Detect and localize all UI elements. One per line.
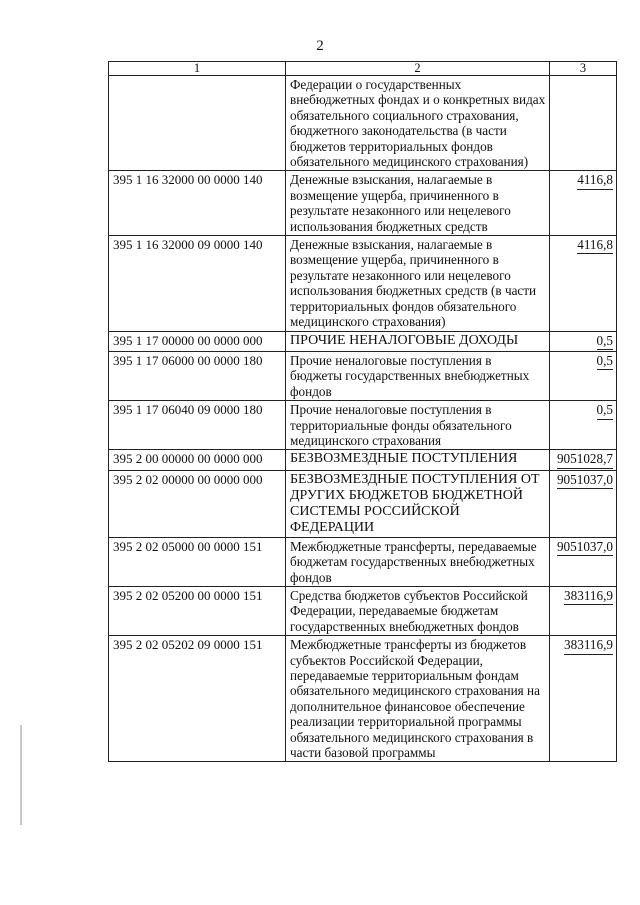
table-row xyxy=(109,470,617,537)
table-row xyxy=(109,586,617,635)
amount-value: 9051037,0 xyxy=(557,472,613,489)
amount-value: 0,5 xyxy=(597,333,613,350)
table-row xyxy=(109,450,617,470)
table-row xyxy=(109,351,617,400)
table-row xyxy=(109,331,617,351)
amount-cell xyxy=(550,76,617,171)
amount-cell xyxy=(550,171,617,236)
budget-code-cell xyxy=(109,76,286,171)
amount-value: 9051028,7 xyxy=(557,451,613,468)
budget-code-cell: 395 1 17 06000 00 0000 180 xyxy=(109,351,286,400)
amount-cell xyxy=(550,236,617,331)
revenue-name-cell: Прочие неналоговые поступления в территориальные фонды обязательного медицинского страхования xyxy=(286,401,550,450)
amount-cell xyxy=(550,331,617,351)
amount-value: 4116,8 xyxy=(577,172,613,189)
column-header-1: 1 xyxy=(109,62,286,76)
column-header-3: 3 xyxy=(550,62,617,76)
page-number: 2 xyxy=(316,38,324,54)
budget-code-cell: 395 1 17 06040 09 0000 180 xyxy=(109,401,286,450)
amount-cell xyxy=(550,470,617,537)
table-header-row xyxy=(109,62,617,76)
budget-code-cell: 395 1 17 00000 00 0000 000 xyxy=(109,331,286,351)
amount-cell xyxy=(550,586,617,635)
amount-value: 4116,8 xyxy=(577,237,613,254)
amount-value: 0,5 xyxy=(597,353,613,370)
amount-value: 383116,9 xyxy=(564,588,613,605)
revenue-name-cell: Средства бюджетов субъектов Российской Федерации, передаваемые бюджетам государственных внебюджетных фондов xyxy=(286,586,550,635)
revenue-name-cell: Денежные взыскания, налагаемые в возмещение ущерба, причиненного в результате незаконного или нецелевого использования бюджетных средств xyxy=(286,171,550,236)
scan-artifact-line xyxy=(20,725,22,825)
amount-value: 9051037,0 xyxy=(557,539,613,556)
table-row xyxy=(109,76,617,171)
budget-code-cell: 395 2 02 05202 09 0000 151 xyxy=(109,636,286,762)
table-row xyxy=(109,636,617,762)
amount-cell xyxy=(550,636,617,762)
budget-code-cell: 395 1 16 32000 00 0000 140 xyxy=(109,171,286,236)
revenue-name-cell: БЕЗВОЗМЕЗДНЫЕ ПОСТУПЛЕНИЯ ОТ ДРУГИХ БЮДЖЕТОВ БЮДЖЕТНОЙ СИСТЕМЫ РОССИЙСКОЙ ФЕДЕРАЦИИ xyxy=(286,470,550,537)
revenue-name-cell: Межбюджетные трансферты из бюджетов субъектов Российской Федерации, передаваемые территориальным фондам обязательного медицинского страхования на дополнительное финансовое обеспечение реализации территориальной программы обязательного медицинского страхования в части базовой программы xyxy=(286,636,550,762)
revenue-name-cell: Федерации о государственных внебюджетных фондах и о конкретных видах обязательного социального страхования, бюджетного законодательства (в части бюджетов территориальных фондов обязательного медицинского страхования) xyxy=(286,76,550,171)
amount-cell xyxy=(550,537,617,586)
table-row xyxy=(109,537,617,586)
amount-cell xyxy=(550,401,617,450)
amount-cell xyxy=(550,351,617,400)
revenue-name-cell: Денежные взыскания, налагаемые в возмещение ущерба, причиненного в результате незаконного или нецелевого использования бюджетных средств (в части территориальных фондов обязательного медицинского страхования) xyxy=(286,236,550,331)
amount-value: 0,5 xyxy=(597,402,613,419)
budget-code-cell: 395 2 02 05200 00 0000 151 xyxy=(109,586,286,635)
table-row xyxy=(109,171,617,236)
revenue-name-cell: ПРОЧИЕ НЕНАЛОГОВЫЕ ДОХОДЫ xyxy=(286,331,550,351)
table-row xyxy=(109,236,617,331)
budget-code-cell: 395 2 02 05000 00 0000 151 xyxy=(109,537,286,586)
revenue-name-cell: БЕЗВОЗМЕЗДНЫЕ ПОСТУПЛЕНИЯ xyxy=(286,450,550,470)
revenue-name-cell: Прочие неналоговые поступления в бюджеты государственных внебюджетных фондов xyxy=(286,351,550,400)
budget-revenue-table xyxy=(108,61,617,762)
table-row xyxy=(109,401,617,450)
amount-value: 383116,9 xyxy=(564,637,613,654)
budget-code-cell: 395 2 00 00000 00 0000 000 xyxy=(109,450,286,470)
revenue-name-cell: Межбюджетные трансферты, передаваемые бюджетам государственных внебюджетных фондов xyxy=(286,537,550,586)
budget-code-cell: 395 2 02 00000 00 0000 000 xyxy=(109,470,286,537)
budget-code-cell: 395 1 16 32000 09 0000 140 xyxy=(109,236,286,331)
column-header-2: 2 xyxy=(286,62,550,76)
amount-cell xyxy=(550,450,617,470)
